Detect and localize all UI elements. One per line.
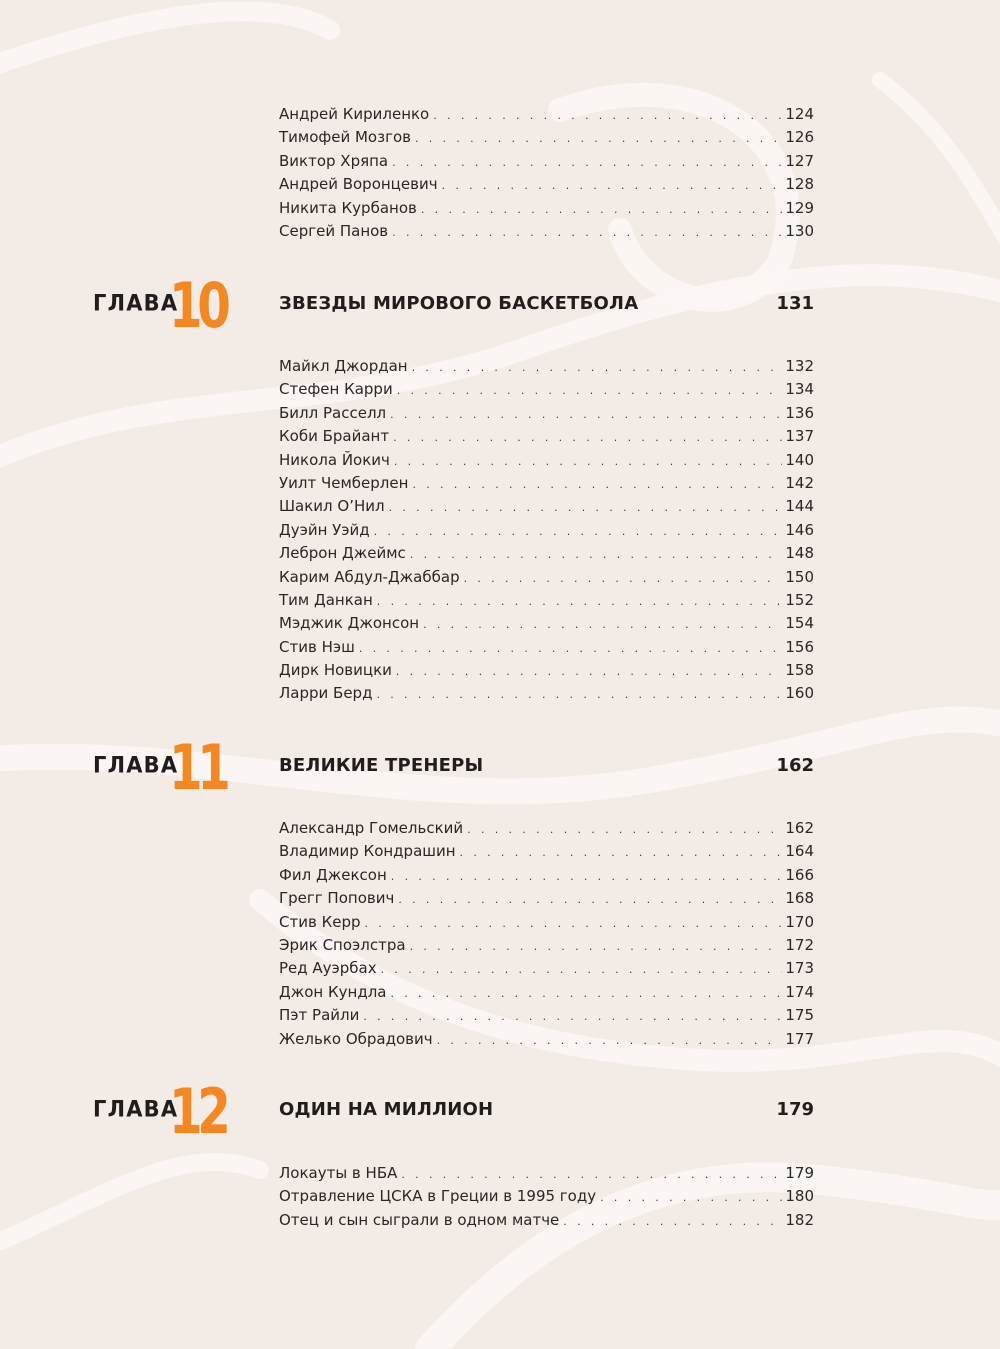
entry-page-number: 144 — [785, 497, 814, 516]
entry-list — [279, 355, 814, 706]
dot-leader — [374, 520, 783, 543]
toc-entry[interactable] — [279, 636, 814, 659]
toc-entry[interactable] — [279, 197, 814, 220]
entry-page-number: 173 — [785, 959, 814, 978]
entry-title: Ларри Берд — [279, 684, 373, 703]
toc-entry[interactable] — [279, 612, 814, 635]
entry-title: Мэджик Джонсон — [279, 614, 420, 633]
entry-title: Локауты в НБА — [279, 1164, 398, 1182]
toc-entry[interactable] — [279, 887, 814, 910]
entry-title: Желько Обрадович — [279, 1029, 433, 1048]
entry-page-number: 136 — [785, 403, 814, 422]
entry-title: Леброн Джеймс — [279, 544, 406, 563]
toc-entry[interactable] — [279, 566, 814, 589]
entry-page-number: 158 — [785, 661, 814, 680]
entry-title: Грегг Попович — [279, 889, 395, 908]
chapter-page-number: 162 — [776, 755, 814, 776]
dot-leader — [412, 356, 783, 379]
entry-title: Андрей Воронцевич — [279, 175, 438, 194]
entry-title: Сергей Панов — [279, 221, 389, 240]
dot-leader — [410, 543, 783, 566]
toc-entry[interactable] — [279, 1209, 814, 1232]
toc-entry[interactable] — [279, 864, 814, 887]
chapter-page-number: 179 — [776, 1099, 814, 1120]
chapter-number: 10 — [169, 269, 226, 342]
dot-leader — [377, 590, 783, 613]
dot-leader — [401, 1163, 782, 1186]
entry-page-number: 166 — [785, 865, 814, 884]
chapter-title[interactable]: ОДИН НА МИЛЛИОН — [279, 1099, 494, 1120]
entry-title: Владимир Кондрашин — [279, 842, 456, 861]
dot-leader — [390, 403, 782, 426]
dot-leader — [412, 473, 782, 496]
entry-title: Карим Абдул-Джаббар — [279, 567, 460, 586]
dot-leader — [363, 1005, 782, 1028]
dot-leader — [389, 496, 783, 519]
entry-page-number: 156 — [785, 637, 814, 656]
dot-leader — [394, 450, 782, 473]
toc-entry[interactable] — [279, 911, 814, 934]
dot-leader — [437, 1029, 783, 1052]
entry-title: Тим Данкан — [279, 590, 373, 609]
chapter-number: 12 — [169, 1075, 226, 1148]
dot-leader — [393, 426, 782, 449]
toc-entry[interactable] — [279, 103, 814, 126]
entry-title: Джон Кундла — [279, 982, 387, 1001]
entry-title: Ред Ауэрбах — [279, 959, 377, 978]
entry-page-number: 150 — [785, 567, 814, 586]
entry-page-number: 182 — [785, 1210, 814, 1229]
dot-leader — [460, 841, 783, 864]
toc-entry[interactable] — [279, 1185, 814, 1208]
chapter-label: ГЛАВА — [93, 290, 179, 316]
chapter-title[interactable]: ВЕЛИКИЕ ТРЕНЕРЫ — [279, 755, 484, 776]
dot-leader — [467, 818, 782, 841]
dot-leader — [381, 958, 783, 981]
entry-title: Дирк Новицки — [279, 661, 392, 680]
toc-entry[interactable] — [279, 402, 814, 425]
dot-leader — [397, 379, 783, 402]
chapter-heading — [0, 731, 1000, 804]
chapter-label: ГЛАВА — [93, 752, 179, 778]
dot-leader — [365, 912, 783, 935]
toc-entry[interactable] — [279, 126, 814, 149]
entry-title: Отец и сын сыграли в одном матче — [279, 1210, 560, 1229]
toc-entry[interactable] — [279, 472, 814, 495]
entry-page-number: 127 — [785, 151, 814, 170]
dot-leader — [391, 865, 783, 888]
toc-entry[interactable] — [279, 519, 814, 542]
dot-leader — [376, 683, 782, 706]
toc-entry[interactable] — [279, 449, 814, 472]
toc-entry[interactable] — [279, 1028, 814, 1051]
entry-page-number: 126 — [785, 128, 814, 147]
dot-leader — [392, 221, 782, 244]
entry-title: Уилт Чемберлен — [279, 473, 409, 492]
entry-title: Коби Брайант — [279, 427, 390, 446]
entry-page-number: 146 — [785, 520, 814, 539]
entry-page-number: 172 — [785, 935, 814, 954]
entry-title: Шакил О’Нил — [279, 497, 385, 516]
dot-leader — [600, 1186, 782, 1209]
entry-title: Фил Джексон — [279, 865, 387, 884]
entry-title: Стив Нэш — [279, 637, 355, 656]
toc-entry[interactable] — [279, 355, 814, 378]
entry-title: Никита Курбанов — [279, 198, 417, 217]
toc-entry[interactable] — [279, 934, 814, 957]
entry-title: Тимофей Мозгов — [279, 128, 411, 147]
entry-title: Майкл Джордан — [279, 357, 408, 375]
dot-leader — [421, 198, 783, 221]
toc-entry[interactable] — [279, 495, 814, 518]
toc-entry[interactable] — [279, 817, 814, 840]
entry-title: Стив Керр — [279, 912, 361, 931]
chapter-heading — [0, 269, 1000, 342]
entry-page-number: 148 — [785, 544, 814, 563]
entry-page-number: 140 — [785, 450, 814, 469]
entry-page-number: 175 — [785, 1006, 814, 1025]
entry-title: Александр Гомельский — [279, 819, 464, 837]
entry-list — [279, 817, 814, 1051]
chapter-number: 11 — [169, 731, 226, 804]
toc-entry[interactable] — [279, 425, 814, 448]
chapter-heading — [0, 1075, 1000, 1148]
entry-page-number: 129 — [785, 198, 814, 217]
entry-page-number: 132 — [785, 357, 814, 375]
entry-list — [279, 1162, 814, 1232]
entry-title: Дуэйн Уэйд — [279, 520, 370, 539]
dot-leader — [423, 613, 782, 636]
entry-page-number: 142 — [785, 473, 814, 492]
entry-page-number: 164 — [785, 842, 814, 861]
entry-page-number: 174 — [785, 982, 814, 1001]
entry-title: Никола Йокич — [279, 450, 390, 469]
dot-leader — [359, 637, 783, 660]
toc-entry[interactable] — [279, 682, 814, 705]
entry-page-number: 130 — [785, 221, 814, 240]
dot-leader — [415, 127, 782, 150]
entry-page-number: 134 — [785, 380, 814, 399]
entry-page-number: 152 — [785, 590, 814, 609]
entry-page-number: 170 — [785, 912, 814, 931]
entry-page-number: 124 — [785, 105, 814, 123]
toc-entry[interactable] — [279, 981, 814, 1004]
dot-leader — [563, 1210, 782, 1233]
dot-leader — [396, 660, 782, 683]
toc-entry[interactable] — [279, 150, 814, 173]
entry-page-number: 162 — [785, 819, 814, 837]
entry-title: Билл Расселл — [279, 403, 387, 422]
dot-leader — [392, 151, 782, 174]
entry-title: Пэт Райли — [279, 1006, 360, 1025]
entry-list — [279, 103, 814, 243]
dot-leader — [433, 104, 782, 127]
chapter-title[interactable]: ЗВЕЗДЫ МИРОВОГО БАСКЕТБОЛА — [279, 293, 639, 314]
toc-entry[interactable] — [279, 659, 814, 682]
entry-title: Андрей Кириленко — [279, 105, 430, 123]
entry-page-number: 168 — [785, 889, 814, 908]
chapter-page-number: 131 — [776, 293, 814, 314]
toc-entry[interactable] — [279, 378, 814, 401]
toc-entry[interactable] — [279, 1004, 814, 1027]
entry-page-number: 180 — [785, 1187, 814, 1206]
entry-page-number: 154 — [785, 614, 814, 633]
dot-leader — [442, 174, 783, 197]
dot-leader — [390, 982, 782, 1005]
entry-title: Стефен Карри — [279, 380, 393, 399]
toc-entry[interactable] — [279, 220, 814, 243]
toc-entry[interactable] — [279, 1162, 814, 1185]
toc-entry[interactable] — [279, 840, 814, 863]
entry-page-number: 128 — [785, 175, 814, 194]
entry-page-number: 160 — [785, 684, 814, 703]
entry-title: Отравление ЦСКА в Греции в 1995 году — [279, 1187, 597, 1206]
dot-leader — [410, 935, 783, 958]
toc-entry[interactable] — [279, 589, 814, 612]
entry-page-number: 177 — [785, 1029, 814, 1048]
toc-entry[interactable] — [279, 957, 814, 980]
toc-entry[interactable] — [279, 542, 814, 565]
entry-page-number: 179 — [785, 1164, 814, 1182]
chapter-label: ГЛАВА — [93, 1096, 179, 1122]
dot-leader — [464, 567, 783, 590]
entry-title: Эрик Споэлстра — [279, 935, 406, 954]
entry-page-number: 137 — [785, 427, 814, 446]
entry-title: Виктор Хряпа — [279, 151, 389, 170]
dot-leader — [398, 888, 782, 911]
toc-entry[interactable] — [279, 173, 814, 196]
